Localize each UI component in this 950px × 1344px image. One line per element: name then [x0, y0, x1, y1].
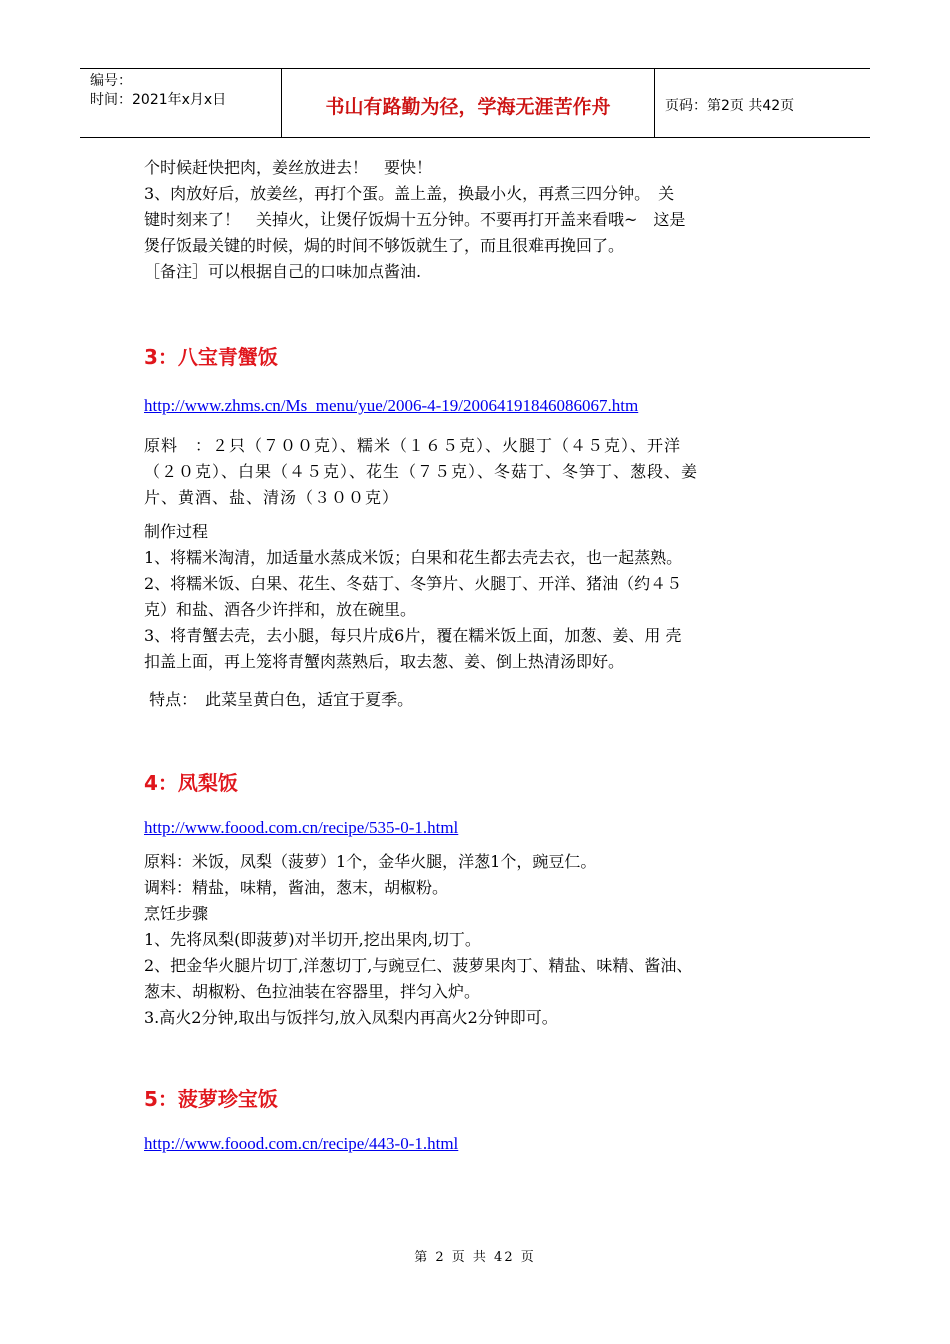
section-title: 4：凤梨饭 — [144, 771, 238, 795]
header-meta — [80, 69, 282, 137]
text-line: 调料：精盐，味精，酱油，葱末，胡椒粉。 — [144, 878, 449, 897]
text-line: 个时候赶快把肉，姜丝放进去！ 要快！ — [144, 158, 433, 177]
text-line: 3、肉放好后，放姜丝，再打个蛋。盖上盖，换最小火，再煮三四分钟。 关 — [144, 184, 675, 203]
intro-paragraph — [144, 155, 814, 285]
document-date: 时间：2021年x月x日 — [90, 92, 227, 108]
text-line: 煲仔饭最关键的时候，焗的时间不够饭就生了，而且很难再挽回了。 — [144, 236, 625, 255]
text-line: 2、将糯米饭、白果、花生、冬菇丁、冬笋片、火腿丁、开洋、猪油（约４５ — [144, 574, 683, 593]
text-line: 1、将糯米淘清，加适量水蒸成米饭；白果和花生都去壳去衣，也一起蒸熟。 — [144, 548, 683, 567]
page-header — [80, 68, 870, 138]
document-body — [144, 155, 814, 1157]
text-line: 克）和盐、酒各少许拌和，放在碗里。 — [144, 600, 417, 619]
text-line: 键时刻来了！ 关掉火，让煲仔饭焗十五分钟。不要再打开盖来看哦~ 这是 — [144, 210, 686, 229]
text-line: 烹饪步骤 — [144, 904, 209, 923]
feature-line: 特点： 此菜呈黄白色，适宜于夏季。 — [144, 690, 414, 709]
text-line: （２０克）、白果（４５克）、花生（７５克）、冬菇丁、冬笋丁、葱段、姜 — [144, 462, 699, 481]
document-number-label: 编号： — [90, 73, 132, 89]
page-footer: 第 2 页 共 42 页 — [414, 1250, 536, 1265]
text-line: 原料：米饭，凤梨（菠萝）1个，金华火腿，洋葱1个，豌豆仁。 — [144, 852, 597, 871]
header-page-info: 页码：第2页 共42页 — [665, 98, 795, 114]
header-motto: 书山有路勤为径，学海无涯苦作舟 — [282, 69, 655, 137]
ingredients-block — [144, 849, 814, 901]
process-block — [144, 901, 814, 1031]
text-line: 1、先将凤梨(即菠萝)对半切开,挖出果肉,切丁。 — [144, 930, 481, 949]
remark-line: ［备注］可以根据自己的口味加点酱油. — [144, 262, 422, 281]
recipe-link[interactable]: http://www.foood.com.cn/recipe/443-0-1.html — [144, 1134, 459, 1153]
section-title: 3：八宝青蟹饭 — [144, 345, 278, 369]
text-line: 扣盖上面，再上笼将青蟹肉蒸熟后，取去葱、姜、倒上热清汤即好。 — [144, 652, 625, 671]
recipe-link[interactable]: http://www.foood.com.cn/recipe/535-0-1.html — [144, 818, 459, 837]
process-block — [144, 519, 814, 675]
section-title: 5：菠萝珍宝饭 — [144, 1087, 278, 1111]
text-line: 片、黄酒、盐、清汤（３００克） — [144, 488, 400, 507]
text-line: 制作过程 — [144, 522, 209, 541]
text-line: 葱末、胡椒粉、色拉油装在容器里，拌匀入炉。 — [144, 982, 481, 1001]
text-line: 3.高火2分钟,取出与饭拌匀,放入凤梨内再高火2分钟即可。 — [144, 1008, 558, 1027]
text-line: 原料 ：２只（７００克）、糯米（１６５克）、火腿丁（４５克）、开洋 — [144, 436, 682, 455]
ingredients-block — [144, 433, 814, 511]
text-line: 3、将青蟹去壳，去小腿，每只片成6片，覆在糯米饭上面，加葱、姜、用 壳 — [144, 626, 682, 645]
recipe-link[interactable]: http://www.zhms.cn/Ms_menu/yue/2006-4-19/20064191846086067.htm — [144, 396, 639, 415]
text-line: 2、把金华火腿片切丁,洋葱切丁,与豌豆仁、菠萝果肉丁、精盐、味精、酱油、 — [144, 956, 693, 975]
